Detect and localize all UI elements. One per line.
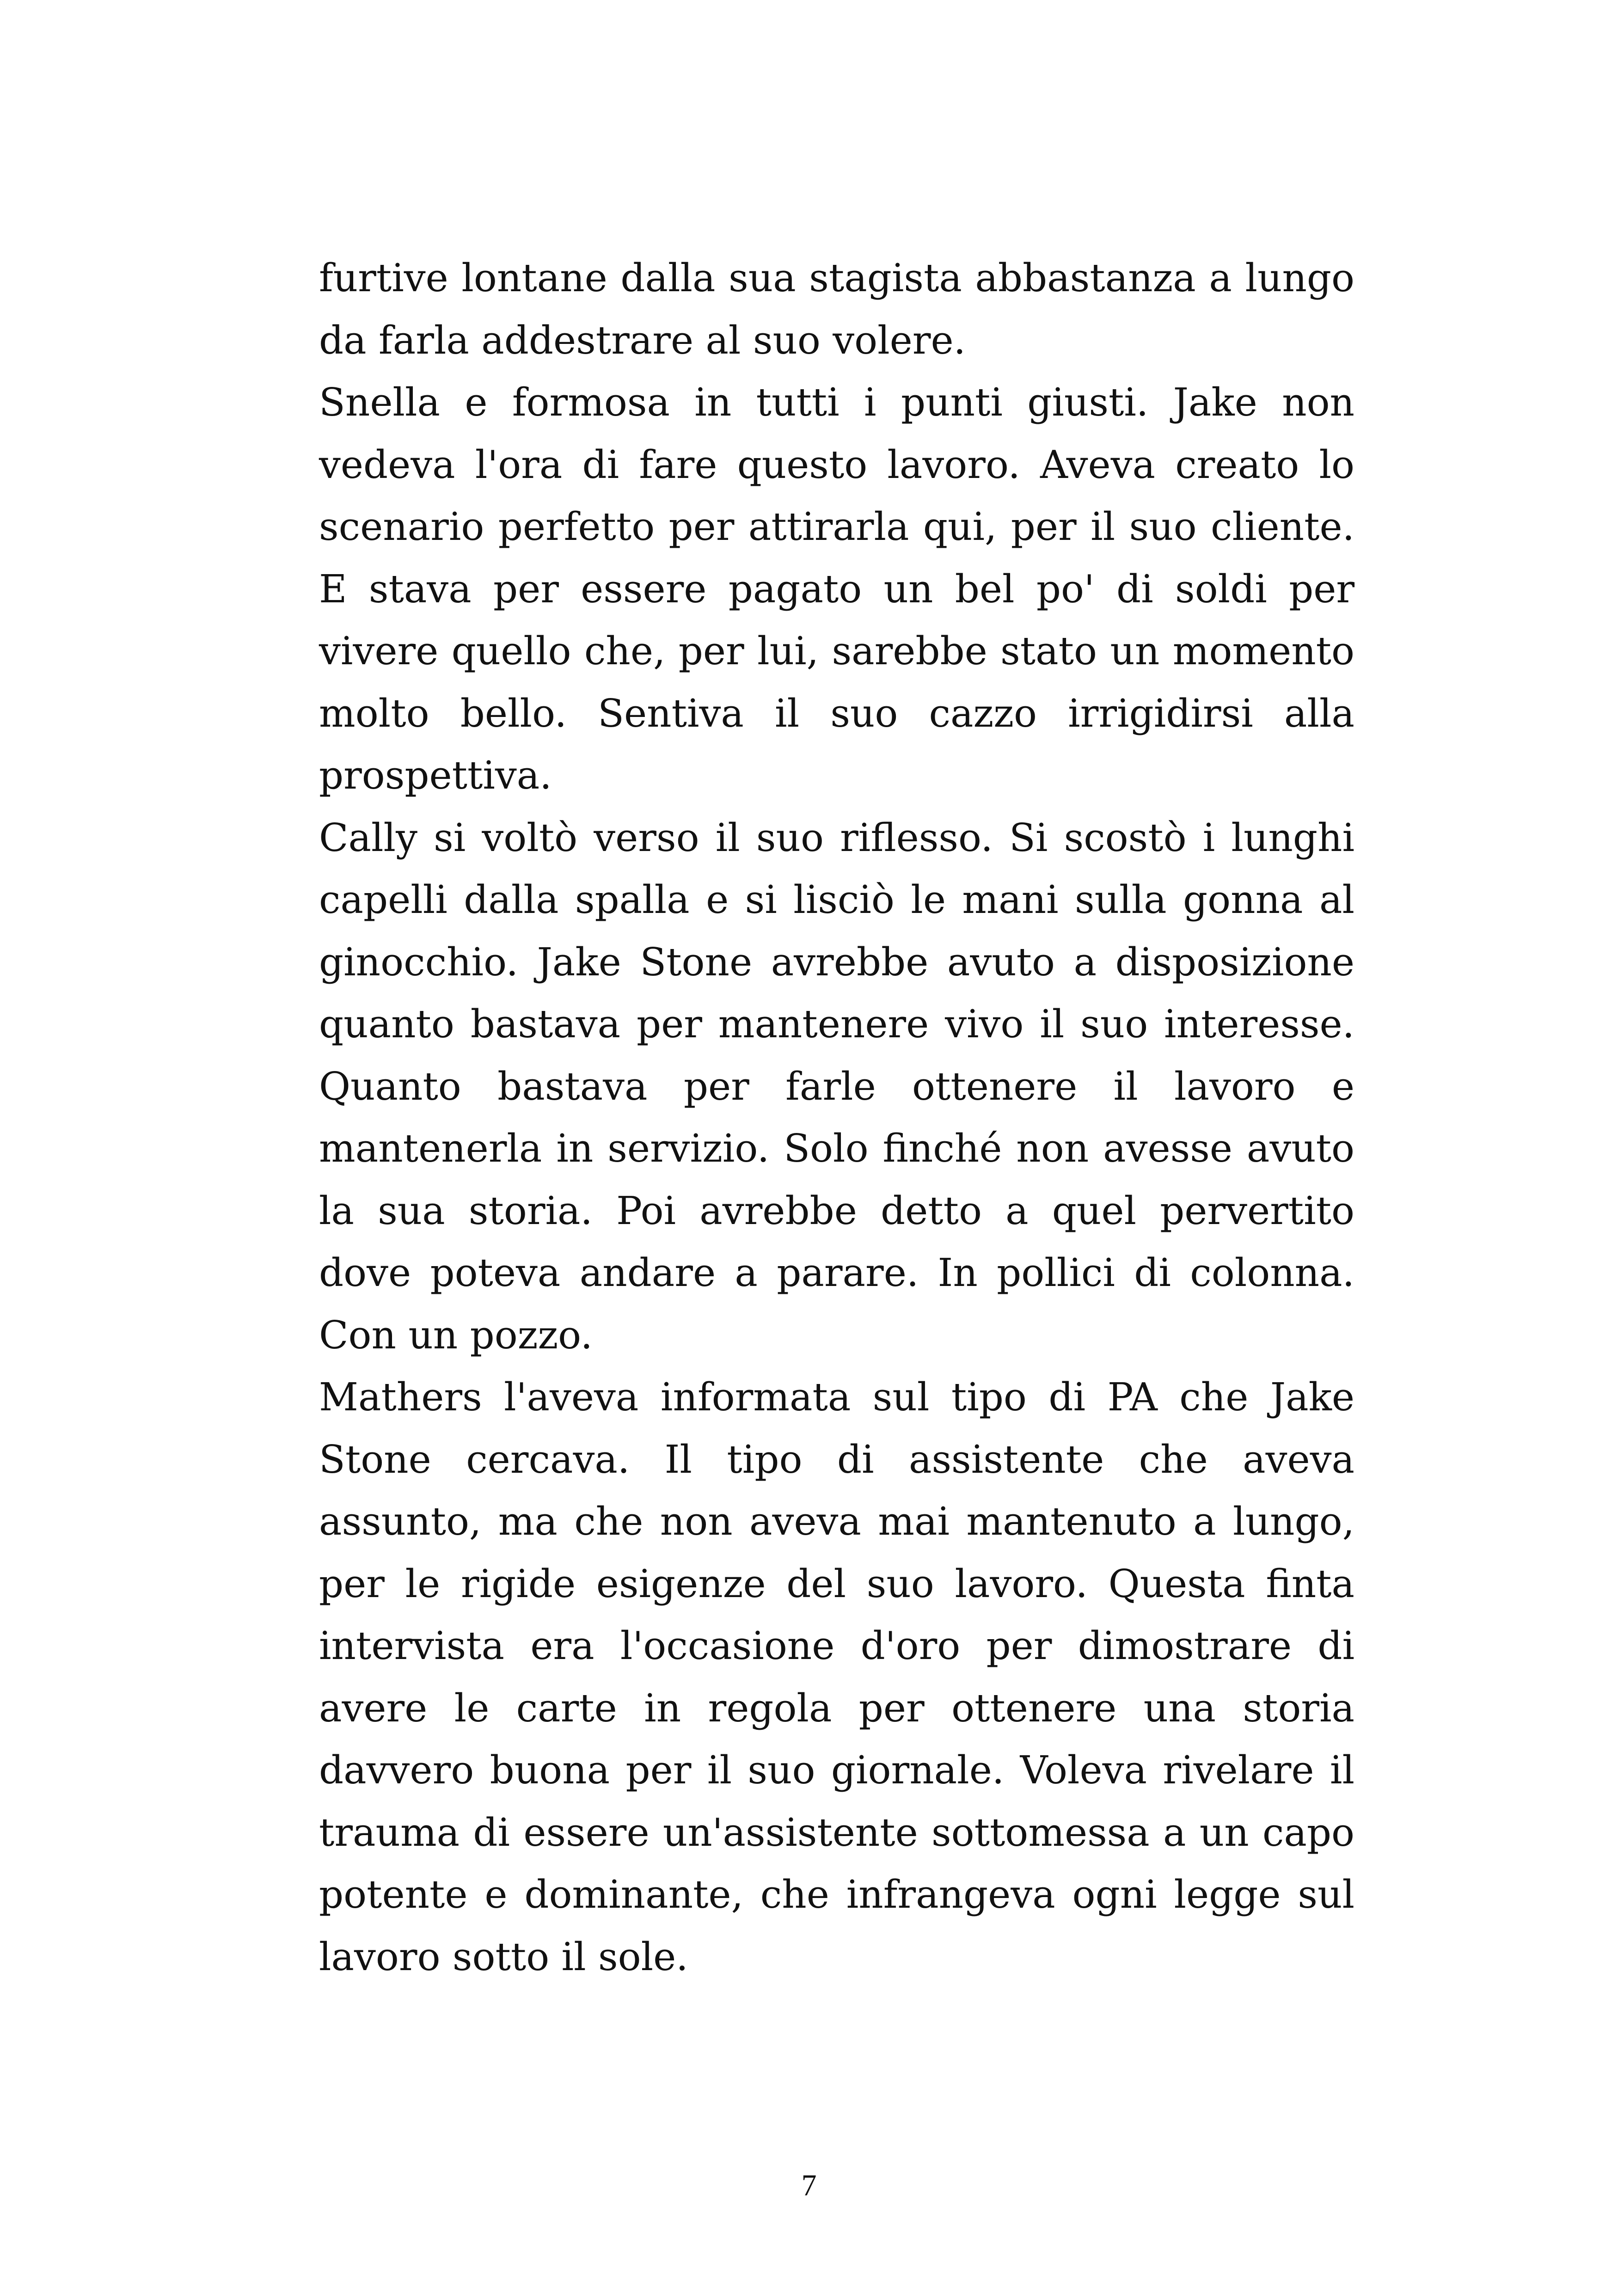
page-number: 7 bbox=[801, 2168, 817, 2202]
paragraph: Mathers l'aveva informata sul tipo di PA che Jake Stone cercava. Il tipo di assistente che aveva assunto, ma che non aveva mai mantenuto a lungo, per le rigide esigenze del suo lavoro. Questa finta intervista era l'occasione d'oro per dimostrare di avere le carte in regola per ottenere una storia davvero buona per il suo giornale. Voleva rivelare il trauma di essere un'assistente sottomessa a un capo potente e dominante, che infrangeva ogni legge sul lavoro sotto il sole. bbox=[319, 1375, 1354, 1979]
paragraph: furtive lontane dalla sua stagista abbastanza a lungo da farla addestrare al suo volere. bbox=[319, 256, 1354, 363]
paragraph: Cally si voltò verso il suo riflesso. Si scostò i lunghi capelli dalla spalla e si lisciò le mani sulla gonna al ginocchio. Jake Stone avrebbe avuto a disposizione quanto bastava per mantenere vivo il suo interesse. Quanto bastava per farle ottenere il lavoro e mantenerla in servizio. Solo finché non avesse avuto la sua storia. Poi avrebbe detto a quel pervertito dove poteva andare a parare. In pollici di colonna. Con un pozzo. bbox=[319, 815, 1354, 1358]
paragraph: Snella e formosa in tutti i punti giusti. Jake non vedeva l'ora di fare questo lavoro. Aveva creato lo scenario perfetto per attirarla qui, per il suo cliente. E stava per essere pagato un bel po' di soldi per vivere quello che, per lui, sarebbe stato un momento molto bello. Sentiva il suo cazzo irrigidirsi alla prospettiva. bbox=[319, 380, 1354, 798]
page-body-text bbox=[319, 247, 1354, 1988]
